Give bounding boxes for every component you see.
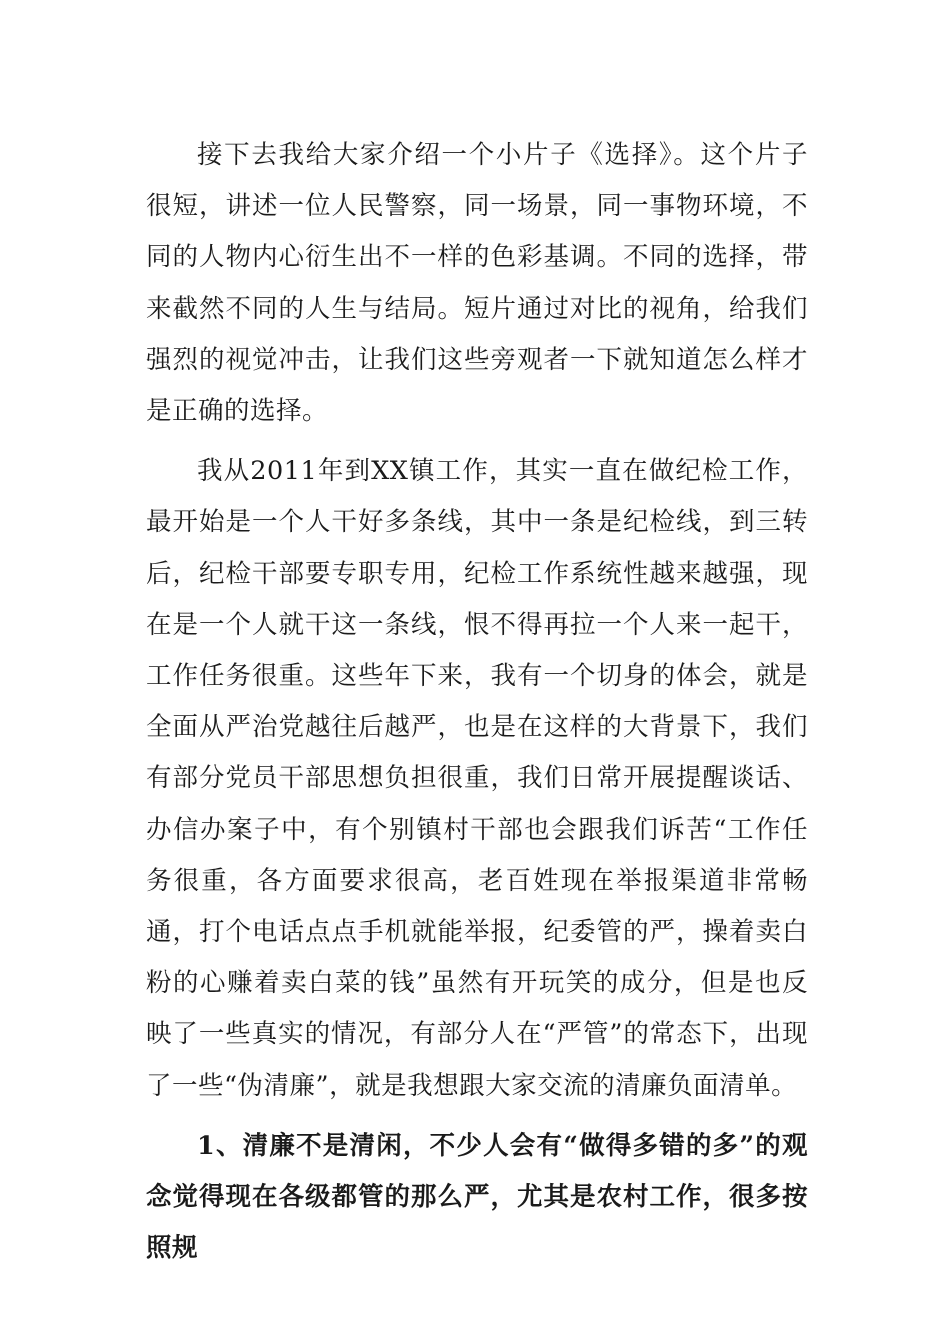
paragraph-point-1: 1、清廉不是清闲，不少人会有“做得多错的多”的观念觉得现在各级都管的那么严，尤其是农村工作，很多按照规 (146, 1130, 808, 1264)
paragraph-intro: 接下去我给大家介绍一个小片子《选择》。这个片子很短，讲述一位人民警察，同一场景，同一事物环境，不同的人物内心衍生出不一样的色彩基调。不同的选择，带来截然不同的人生与结局。短片通过对比的视角，给我们强烈的视觉冲击，让我们这些旁观者一下就知道怎么样才是正确的选择。 (146, 140, 808, 427)
document-body (146, 130, 808, 1283)
paragraph-experience: 我从2011年到XX镇工作，其实一直在做纪检工作，最开始是一个人干好多条线，其中一条是纪检线，到三转后，纪检干部要专职专用，纪检工作系统性越来越强，现在是一个人就干这一条线，恨不得再拉一个人来一起干，工作任务很重。这些年下来，我有一个切身的体会，就是全面从严治党越往后越严，也是在这样的大背景下，我们有部分党员干部思想负担很重，我们日常开展提醒谈话、办信办案子中，有个别镇村干部也会跟我们诉苦“工作任务很重，各方面要求很高，老百姓现在举报渠道非常畅通，打个电话点点手机就能举报，纪委管的严，操着卖白粉的心赚着卖白菜的钱”虽然有开玩笑的成分，但是也反映了一些真实的情况，有部分人在“严管”的常态下，出现了一些“伪清廉”，就是我想跟大家交流的清廉负面清单。 (146, 456, 808, 1101)
